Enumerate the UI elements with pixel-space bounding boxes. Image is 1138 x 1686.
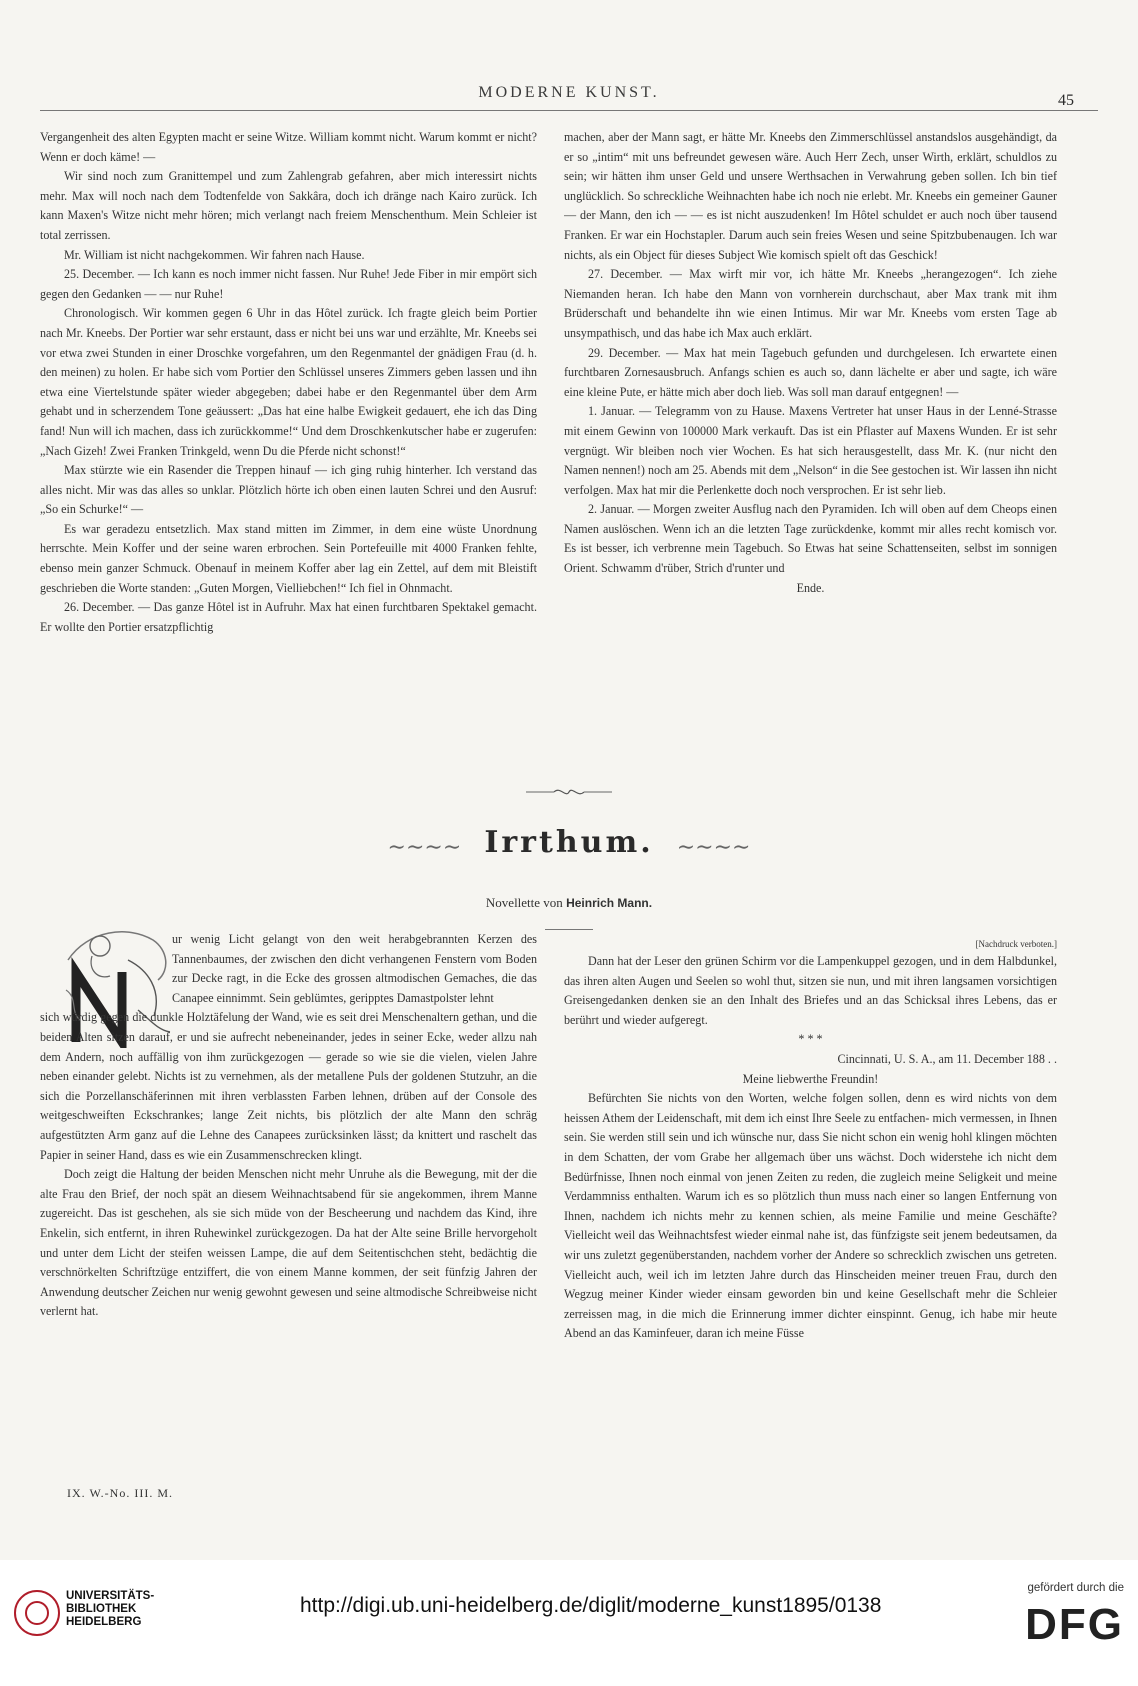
letter-paragraph: Befürchten Sie nichts von den Worten, welche folgen sollen, denn es wird nichts von dem heissen Athem der Leidenschaft, mit dem ich einst Ihre Seele zu entfachen- mich vermessen, in Ihnen sein. Sie werden still sein und ich wünsche nur, dass Sie nicht schon ein wenig hohl klingen möchten in dem Schatten, der vom Grabe her allgemach über uns wächst. Doch widerstehe ich nicht dem Bedürfnisse, Ihnen noch einmal von jenen Zeiten zu reden, die zugleich meine Seligkeit und meine Verdammniss enthalten. Warum ich es so plötzlich thun muss nach einer so langen Entfernung von Ihnen, nachdem ich nichts mehr zu kennen schien, als meine Familie und meine Geschäfte? Vielleicht weil das Weihnachtsfest wieder einmal nahe ist, das fünfzigste seit jenem bedeutsamen, da wir uns zuletzt gegenüberstanden, nachdem vorher der Andere so schrecklich zwischen uns getreten. Vielleicht auch, weil ich im letzten Jahre durch das Hinscheiden meiner treuen Frau, durch den Wegzug meiner Kinder wieder einsam geworden bin und keine Gesellschaft mehr die Schleier zerreissen mag, in die mich die Erinnerung immer dichter einspinnt. Genug, ich habe mir heute Abend an das Kaminfeuer, daran ich meine Füsse [564,1091,1057,1341]
drop-cap-wrap [40,930,537,1008]
left-swash-icon: ∼∼∼∼ [387,835,462,860]
bottom-right-column [564,938,1057,1478]
header-rule [40,110,1098,111]
paragraph: sich würdig gegen die dunkle Holztäfelung der Wand, wie es seit drei Menschenaltern gethan, und die beiden Alten sitzen darauf, er und sie aufrecht nebeneinander, jedes in seiner Ecke, weder allzu nah dem Andern, noch auffällig von ihm zurückgezogen — gerade so wie sie die vielen, vielen Jahre neben einander gelebt. Nichts ist zu vernehmen, als der metallene Puls der goldenen Stutzuhr, an die sich die Porzellanschäferinnen mit ihren verblassten Farben lehnen, drüben auf der Console des weitgeschweiften Eckschrankes; lange Zeit nichts, bis plötzlich der alte Mann den schräg aufgestützten Arm ganz auf die Lehne des Canapees zurücksinken lässt; da knittert und raschelt das Papier in seiner Hand, dass es wie ein Zusammenschrecken klingt. [40,1010,537,1162]
running-title: MODERNE KUNST. [478,84,660,101]
asterism: * * * [798,1032,823,1047]
paragraph: Doch zeigt die Haltung der beiden Menschen nicht mehr Unruhe als die Bewegung, mit der die alte Frau den Brief, der noch spät an diesem Weihnachtsabend für sie angekommen, ihrem Manne zugereicht. Das ist geschehen, als sie sich müde von der Bescheerung und nachdem das Kind, ihre Enkelin, sich entfernt, in ihren Ruhewinkel zurückgezogen. Da hat der Alte seine Brille hervorgeholt und unter dem Licht der steifen weissen Lampe, die auf dem Seitentischchen steht, bedächtig die verschnörkelten Schriftzüge entziffert, die von einem Manne kommen, der seit fünfzig Jahren der Anwendung deutscher Zeichen nur wenig gewohnt gewesen und seine altmodische Schreibweise nicht verlernt hat. [40,1167,537,1319]
digitization-footer [0,1560,1138,1686]
paragraph: Es war geradezu entsetzlich. Max stand mitten im Zimmer, in dem eine wüste Unordnung herrschte. Mein Koffer und der seine waren erbrochen. Sein Portefeuille mit 4000 Franken fehlte, ebenso mein ganzer Schmuck. Obenauf in meinem Koffer aber lag ein Zettel, auf dem mit Bleistift geschrieben die Worte standen: „Guten Morgen, Vielliebchen!“ Ich fiel in Ohnmacht. [40,521,537,595]
section-divider-ornament [0,785,1138,803]
paragraph: Max stürzte wie ein Rasender die Treppen hinauf — ich ging ruhig hinterher. Ich verstand das alles nicht. Mir was das alles so unklar. Plötzlich hörte ich oben einen lauten Schrei und den Ausruf: „So ein Schurke!“ — [40,463,537,517]
institution-line: BIBLIOTHEK [66,1603,137,1615]
institution-line: UNIVERSITÄTS- [66,1590,155,1602]
source-url-link[interactable]: http://digi.ub.uni-heidelberg.de/diglit/moderne_kunst1895/0138 [300,1594,882,1617]
paragraph: 26. December. — Das ganze Hôtel ist in Aufruhr. Max hat einen furchtbaren Spektakel gemacht. Er wollte den Portier ersatzpflichtig [40,600,537,634]
paragraph: Chronologisch. Wir kommen gegen 6 Uhr in das Hôtel zurück. Ich fragte gleich beim Portier nach Mr. Kneebs. Der Portier war sehr erstaunt, dass er nicht bei uns war und erzählte, Mr. Kneebs sei vor etwa zwei Stunden in einer Droschke vorgefahren, um den Regenmantel der gnädigen Frau (d. h. den meinen) zu holen. Er habe sich vom Portier den Schlüssel unseres Zimmers geben lassen und ihn etwa eine Viertelstunde später wieder abgegeben; dabei habe er den Regenmantel über dem Arm gehabt und in scherzendem Tone geäussert: „Das hat eine halbe Ewigkeit gedauert, ehe ich das Ding fand! Nun will ich machen, dass ich zurückkomme!“ Und dem Droschkenkutscher habe er zugerufen: „Nach Gizeh! Zwei Franken Trinkgeld, wenn Du die Pferde nicht schonst!“ [40,306,537,458]
printer-signature: IX. W.-No. III. M. [67,1486,173,1500]
byline [0,895,1138,911]
bottom-left-column [40,930,537,1470]
author-name: Heinrich Mann. [566,896,653,910]
institution-name [66,1590,154,1629]
page-number: 45 [1058,92,1074,109]
paragraph: 2. Januar. — Morgen zweiter Ausflug nach den Pyramiden. Ich will oben auf dem Cheops einen Namen auslöschen. Wenn ich an die letzten Tage zurückdenke, kommt mir alles recht komisch vor. Es ist besser, ich verbrenne mein Tagebuch. So Etwas hat seine Schattenseiten, selbst im sonnigen Orient. Schwamm d'rüber, Strich d'runter und [564,502,1057,576]
byline-rule [545,929,593,930]
paragraph: machen, aber der Mann sagt, er hätte Mr. Kneebs den Zimmerschlüssel anstandslos ausgehändigt, da er so „intim“ mit uns befreundet gewesen wäre. Auch Herr Zech, unser Wirth, erklärt, schuldlos zu sein; wir hätten ihm unser Geld und unsere Werthsachen in Verwahrung geben sollen. Ich bin tief unglücklich. So schreckliche Weihnachten habe ich noch nie erlebt. Mr. Kneebs ein gemeiner Gauner — der Mann, den ich — — es ist nicht auszudenken! Im Hôtel schuldet er auch noch über tausend Franken. Er war ein Hochstapler. Darum auch sein freies Wesen und seine Spitzbubenaugen. Ich war nichts, als ein Object für dieses Subject Wie komisch spielt oft das Geschick! [564,130,1057,262]
reprint-note: [Nachdruck verboten.] [975,939,1057,949]
paragraph: Mr. William ist nicht nachgekommen. Wir fahren nach Hause. [64,247,365,262]
paragraph: Dann hat der Leser den grünen Schirm vor die Lampenkuppel gezogen, und in dem Halbdunkel, das ihren alten Augen und Seelen so wohl thut, sitzen sie nun, und mit ihren langsamen vorsichtigen Greisengedanken denken sie an den Inhalt des Briefes und an das Schicksal ihres Lebens, das er berührt und wieder aufgeregt. [564,954,1057,1027]
sponsor-note: gefördert durch die [1027,1582,1124,1594]
paragraph: 27. December. — Max wirft mir vor, ich hätte Mr. Kneebs „herangezogen“. Ich ziehe Niemanden heran. Ich habe den Mann von vornherein durchschaut, aber Max trank mit ihm Brüderschaft und behandelte ihn wie einen Intimus. Mir war Mr. Kneebs vom ersten Tage ab unsympathisch, und das habe ich Max auch erklärt. [564,267,1057,340]
flourish-icon [524,785,614,799]
paragraph: 1. Januar. — Telegramm von zu Hause. Maxens Vertreter hat unser Haus in der Lenné-Strasse mit einem Gewinn von 100000 Mark verkauft. Das ist ein Pflaster auf Maxens Wunden. Er ist sehr vergnügt. Wir bleiben noch vier Wochen. Es hat sich herausgestellt, dass Mr. K. (nur nicht den Namen nennen!) noch am 25. Abends mit dem „Nelson“ in die See gestochen ist. Wir lassen ihn nicht verfolgen. Max hat mir die Perlenkette doch noch versprochen. Er ist sehr lieb. [564,404,1057,497]
paragraph: Vergangenheit des alten Egypten macht er seine Witze. William kommt nicht. Warum kommt er nicht? Wenn er doch käme! — [40,130,537,164]
letter-salutation: Meine liebwerthe Freundin! [742,1071,879,1086]
paragraph: Wir sind noch zum Granittempel und zum Zahlengrab gefahren, aber mich interessirt nichts mehr. Max will noch nach dem Todtenfelde von Sakkâra, doch ich dränge nach Kairo zurück. Ich kann Maxen's Witze nicht mehr hören; mich verlangt nach freiem Menschenthum. Mein Schleier ist total zerrissen. [40,169,537,242]
top-left-column [40,128,537,768]
dfg-logo: DFG [1025,1600,1124,1649]
letter-dateline: Cincinnati, U. S. A., am 11. December 188 . . [837,1051,1057,1066]
top-right-column [564,128,1057,768]
page-header [40,84,1098,110]
right-swash-icon: ∼∼∼∼ [676,835,751,860]
institution-line: HEIDELBERG [66,1616,142,1628]
story-title: Irrthum. [484,825,654,860]
paragraph: 25. December. — Ich kann es noch immer nicht fassen. Nur Ruhe! Jede Fiber in mir empört sich gegen den Gedanken — — nur Ruhe! [40,267,537,301]
opening-paragraph: ur wenig Licht gelangt von den weit herabgebrannten Kerzen des Tannenbaumes, der zwischen den dicht verhangenen Fenstern vom Boden zur Decke ragt, in die Ecke des grossen altmodischen Gemaches, die das Canapee einnimmt. Sein geblümtes, geripptes Damastpolster lehnt [172,932,537,1005]
university-seal-icon [14,1590,60,1636]
byline-prefix: Novellette von [485,895,563,910]
story-title-block [0,825,1138,875]
paragraph: 29. December. — Max hat mein Tagebuch gefunden und durchgelesen. Ich erwartete einen furchtbaren Zornesausbruch. Anfangs schien es auch so, dann lächelte er aber und sagte, ich wäre eine kleine Pute, er hätte mich aber doch lieb. Was soll man darauf entgegnen! — [564,345,1057,399]
end-mark: Ende. [796,580,825,595]
